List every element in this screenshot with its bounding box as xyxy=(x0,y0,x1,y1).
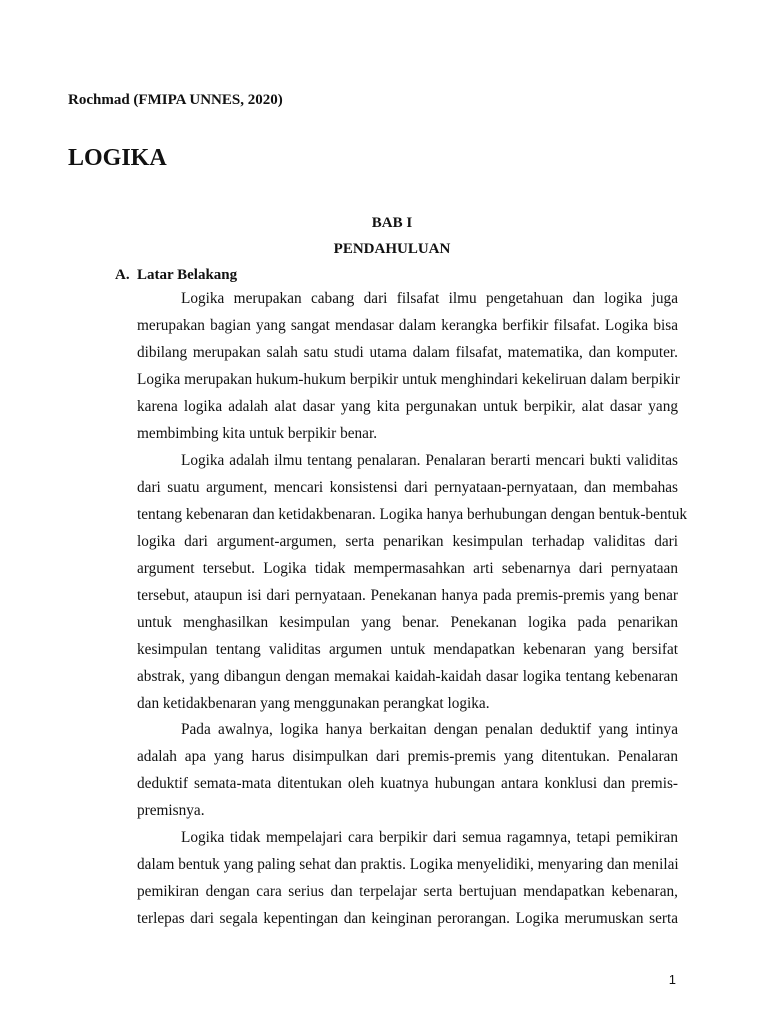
paragraph-line: dibilang merupakan salah satu studi utama dalam filsafat, matematika, dan komputer. xyxy=(137,344,678,361)
paragraph-line: karena logika adalah alat dasar yang kita pergunakan untuk berpikir, alat dasar yang xyxy=(137,398,678,415)
paragraph-line: untuk menghasilkan kesimpulan yang benar. Penekanan logika pada penarikan xyxy=(137,614,678,631)
paragraph-line: dan ketidakbenaran yang menggunakan perangkat logika. xyxy=(137,695,490,712)
paragraph-line: Pada awalnya, logika hanya berkaitan dengan penalan deduktif yang intinya xyxy=(181,721,678,738)
paragraph-line: Logika merupakan cabang dari filsafat ilmu pengetahuan dan logika juga xyxy=(181,290,678,307)
document-title: LOGIKA xyxy=(68,145,167,171)
paragraph-line: dari suatu argument, mencari konsistensi dari pernyataan-pernyataan, dan membahas xyxy=(137,479,678,496)
section-title: Latar Belakang xyxy=(137,267,238,283)
paragraph-line: premisnya. xyxy=(137,802,205,819)
paragraph-line: deduktif semata-mata ditentukan oleh kuatnya hubungan antara konklusi dan premis- xyxy=(137,775,678,792)
paragraph-line: tersebut, ataupun isi dari pernyataan. Penekanan hanya pada premis-premis yang benar xyxy=(137,587,678,604)
paragraph-line: logika dari argument-argumen, serta penarikan kesimpulan terhadap validitas dari xyxy=(137,533,678,550)
page-number: 1 xyxy=(668,972,676,987)
paragraph-line: Logika adalah ilmu tentang penalaran. Penalaran berarti mencari bukti validitas xyxy=(181,452,678,469)
paragraph-line: merupakan bagian yang sangat mendasar dalam kerangka berfikir filsafat. Logika bisa xyxy=(137,317,678,334)
paragraph-line: tentang kebenaran dan ketidakbenaran. Logika hanya berhubungan dengan bentuk-bentuk xyxy=(137,506,688,523)
author-line: Rochmad (FMIPA UNNES, 2020) xyxy=(68,92,283,108)
paragraph-line: Logika tidak mempelajari cara berpikir dari semua ragamnya, tetapi pemikiran xyxy=(181,829,678,846)
paragraph-line: terlepas dari segala kepentingan dan keinginan perorangan. Logika merumuskan serta xyxy=(137,910,678,927)
section-letter: A. xyxy=(115,267,130,283)
paragraph-line: adalah apa yang harus disimpulkan dari premis-premis yang ditentukan. Penalaran xyxy=(137,748,678,765)
chapter-label: BAB I xyxy=(371,215,413,231)
paragraph-line: dalam bentuk yang paling sehat dan praktis. Logika menyelidiki, menyaring dan menilai xyxy=(137,856,679,873)
paragraph-line: Logika merupakan hukum-hukum berpikir untuk menghindari kekeliruan dalam berpikir xyxy=(137,371,680,388)
chapter-title: PENDAHULUAN xyxy=(333,241,451,257)
paragraph-line: abstrak, yang dibangun dengan memakai kaidah-kaidah dasar logika tentang kebenaran xyxy=(137,668,678,685)
paragraph-line: kesimpulan tentang validitas argumen untuk mendapatkan kebenaran yang bersifat xyxy=(137,641,678,658)
paragraph-line: argument tersebut. Logika tidak mempermasahkan arti sebenarnya dari pernyataan xyxy=(137,560,678,577)
paragraph-line: pemikiran dengan cara serius dan terpelajar serta bertujuan mendapatkan kebenaran, xyxy=(137,883,678,900)
paragraph-line: membimbing kita untuk berpikir benar. xyxy=(137,425,378,442)
